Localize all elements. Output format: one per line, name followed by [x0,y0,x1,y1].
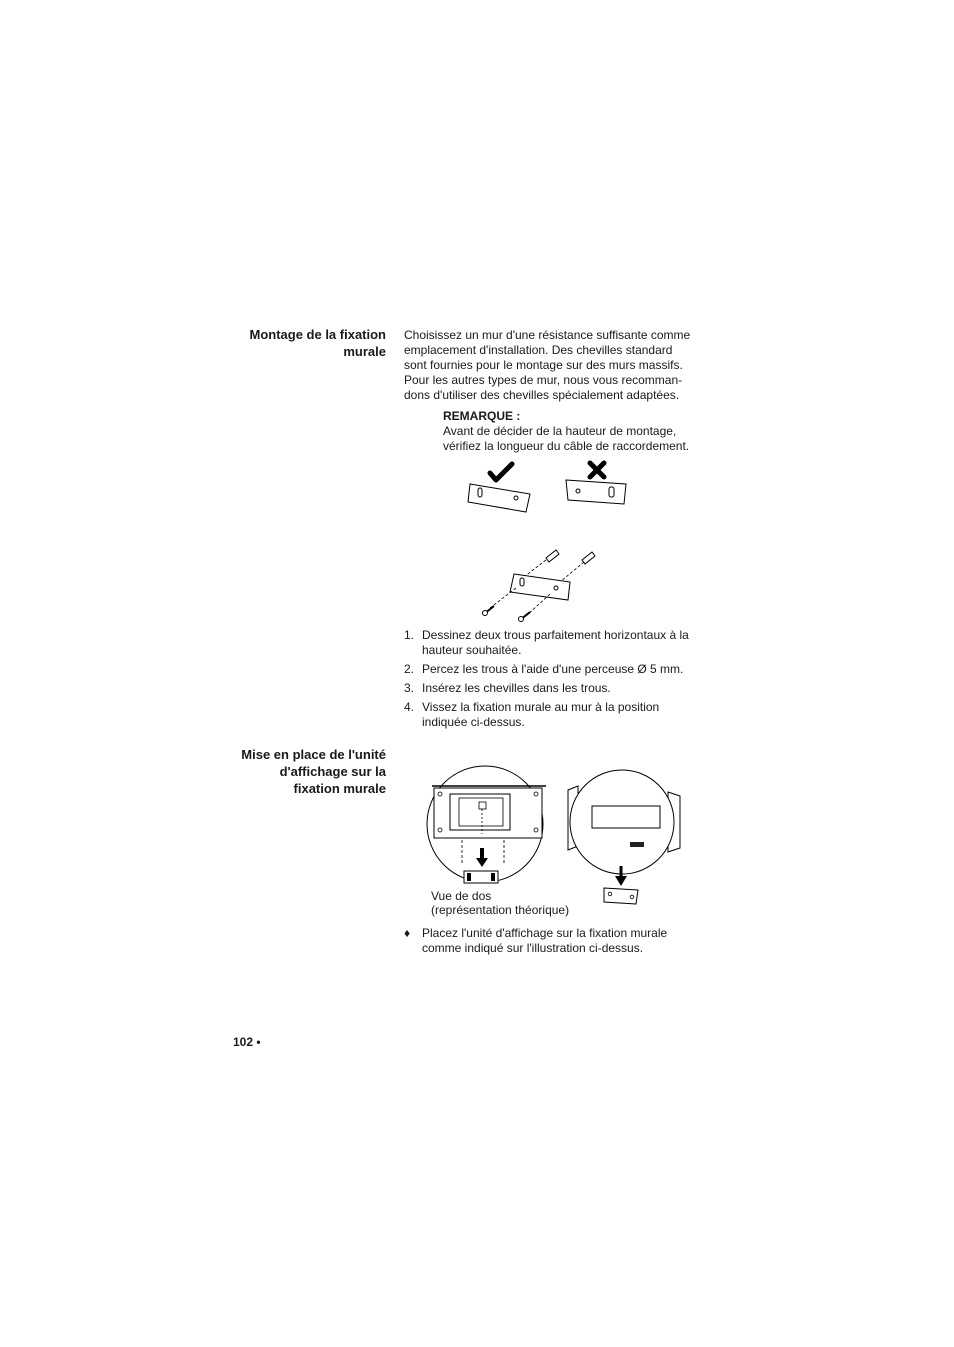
list-item-text [422,628,702,658]
bracket-front-view [604,888,638,904]
bullet-icon: ♦ [404,926,411,940]
screw-left [483,606,495,616]
list-item-text [422,700,702,730]
bullet-instruction [404,926,704,958]
front-view-figure [564,770,686,910]
list-item-line: Vissez la fixation murale au mur à la position [422,700,660,714]
list-item-number: 4. [404,700,415,714]
caption-line: Vue de dos [431,889,492,903]
paragraph-line: emplacement d'installation. Des chevilles standard [404,343,673,357]
heading-line: Mise en place de l'unité [241,747,386,762]
note-block [443,409,713,454]
check-mark-icon [490,464,512,480]
paragraph-line: dons d'utiliser des chevilles spécialement adaptées. [404,388,680,402]
paragraph-line: sont fournies pour le montage sur des murs massifs. [404,358,683,372]
correct-bracket [468,484,530,512]
list-item [404,628,704,658]
list-item-line: Dessinez deux trous parfaitement horizontaux à la [422,628,689,642]
intro-paragraph [404,328,704,403]
page-number: 102 • [233,1035,261,1049]
list-item-line: Percez les trous à l'aide d'une perceuse Ø 5 mm. [422,662,684,676]
list-item-text [422,681,702,696]
bracket-orientation-figure [460,458,640,518]
heading-line: d'affichage sur la [279,764,386,779]
list-item-number: 3. [404,681,415,695]
note-line: Avant de décider de la hauteur de montage, [443,424,677,438]
list-item-number: 2. [404,662,415,676]
steps-list [404,628,704,738]
section-heading-mise-en-place [220,746,386,797]
cross-icon [590,463,604,477]
screw-right [519,612,531,622]
heading-line: fixation murale [293,781,386,796]
dowel-left [546,550,559,562]
bullet-line: comme indiqué sur l'illustration ci-dessus. [422,941,644,955]
list-item-number: 1. [404,628,415,642]
mounting-exploded-figure [480,548,600,620]
wrong-bracket [566,480,626,504]
list-item-line: Insérez les chevilles dans les trous. [422,681,611,695]
bracket [510,574,570,600]
caption-line: (représentation théorique) [431,903,570,917]
list-item-line: hauteur souhaitée. [422,643,522,657]
list-item [404,681,704,696]
list-item-line: indiquée ci-dessus. [422,715,525,729]
figure-caption [431,889,569,917]
back-view-figure [428,764,550,886]
bullet-line: Placez l'unité d'affichage sur la fixation murale [422,926,668,940]
bullet-text [422,926,702,956]
paragraph-line: Pour les autres types de mur, nous vous recomman- [404,373,683,387]
section-heading-montage [220,326,386,360]
bracket-back-view [464,871,498,883]
section-heading-montage-line2: murale [343,344,386,359]
section-heading-montage-line1: Montage de la fixation [249,327,386,342]
paragraph-line: Choisissez un mur d'une résistance suffisante comme [404,328,691,342]
note-line: vérifiez la longueur du câble de raccordement. [443,439,690,453]
note-label: REMARQUE : [443,409,521,423]
list-item [404,700,704,730]
list-item [404,662,704,677]
list-item-text [422,662,702,677]
